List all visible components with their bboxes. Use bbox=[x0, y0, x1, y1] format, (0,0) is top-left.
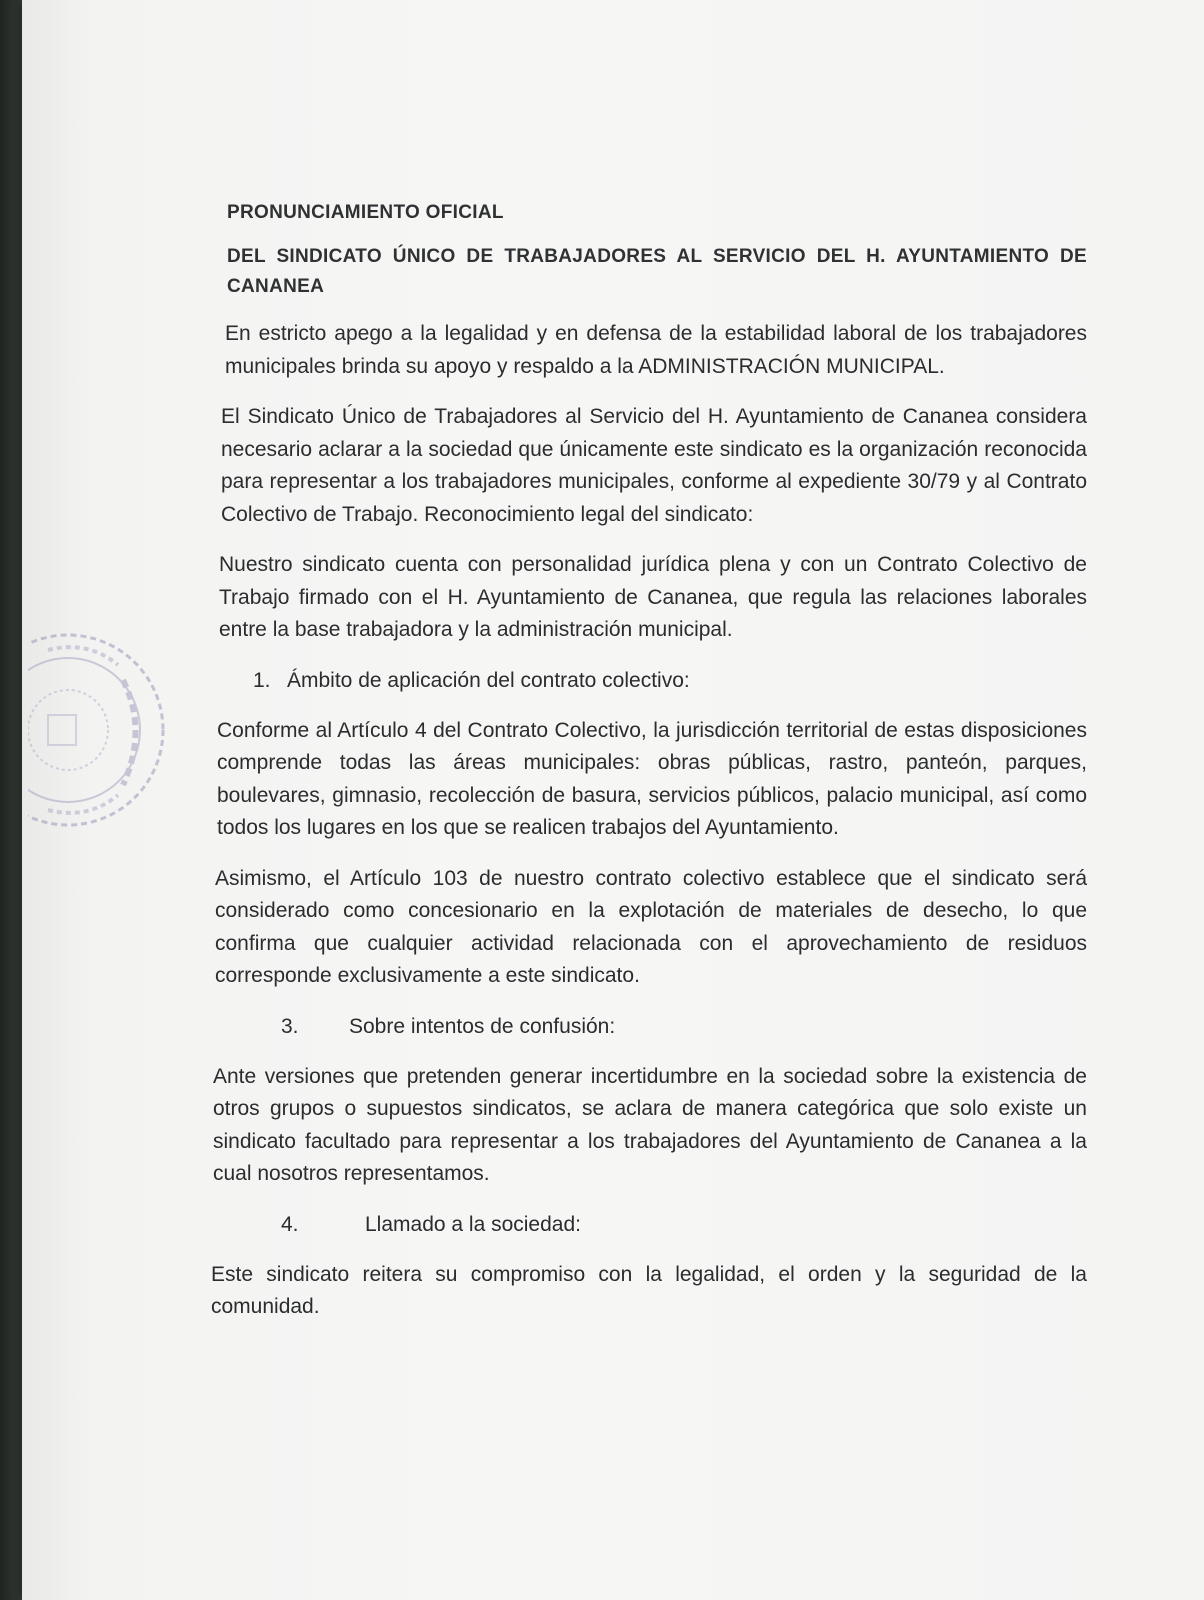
paragraph-versiones: Ante versiones que pretenden generar incertidumbre en la sociedad sobre la existencia de otros grupos o supuestos sindicatos, se aclara de manera categórica que solo existe un sindicato facultado para representar a los trabajadores del Ayuntamiento de Cananea a la cual nosotros representamos. bbox=[213, 1064, 1087, 1185]
document-body bbox=[207, 198, 1097, 1342]
list-number: 4. bbox=[281, 1212, 299, 1236]
paragraph-articulo-4: Conforme al Artículo 4 del Contrato Colectivo, la jurisdicción territorial de estas disposiciones comprende todas las áreas municipales: obras públicas, rastro, panteón, parques, boulevares, gimnasio, recolección de basura, servicios públicos, palacio municipal, así como todos los lugares en los que se realicen trabajos del Ayuntamiento. bbox=[217, 718, 1087, 839]
list-label: Sobre intentos de confusión: bbox=[349, 1014, 616, 1038]
list-label: Llamado a la sociedad: bbox=[365, 1212, 581, 1236]
list-item-llamado bbox=[281, 1209, 1097, 1241]
paragraph-personalidad: Nuestro sindicato cuenta con personalidad jurídica plena y con un Contrato Colectivo de Trabajo firmado con el H. Ayuntamiento de Cananea, que regula las relaciones laborales entre la base trabajadora y la administración municipal. bbox=[219, 553, 1087, 641]
paragraph-articulo-103: Asimismo, el Artículo 103 de nuestro contrato colectivo establece que el sindicato será considerado como concesionario en la explotación de materiales de desecho, lo que confirma que cualquier actividad relacionada con el aprovechamiento de residuos corresponde exclusivamente a este sindicato. bbox=[215, 866, 1087, 987]
document-title: PRONUNCIAMIENTO OFICIAL bbox=[227, 202, 504, 223]
list-label: Ámbito de aplicación del contrato colectivo: bbox=[287, 668, 690, 692]
list-item-confusion bbox=[281, 1011, 1097, 1043]
document-subtitle: DEL SINDICATO ÚNICO DE TRABAJADORES AL SERVICIO DEL H. AYUNTAMIENTO DE CANANEA bbox=[227, 246, 1087, 297]
seal-stamp-icon bbox=[28, 620, 178, 840]
paragraph-compromiso: Este sindicato reitera su compromiso con la legalidad, el orden y la seguridad de la comunidad. bbox=[211, 1262, 1087, 1318]
intro-paragraph: En estricto apego a la legalidad y en defensa de la estabilidad laboral de los trabajadores municipales brinda su apoyo y respaldo a la ADMINISTRACIÓN MUNICIPAL. bbox=[225, 322, 1087, 378]
list-number: 1. bbox=[253, 668, 271, 692]
document-page bbox=[22, 0, 1204, 1600]
paragraph-sindicato: El Sindicato Único de Trabajadores al Servicio del H. Ayuntamiento de Cananea considera necesario aclarar a la sociedad que únicamente este sindicato es la organización reconocida para representar a los trabajadores municipales, conforme al expediente 30/79 y al Contrato Colectivo de Trabajo. Reconocimiento legal del sindicato: bbox=[221, 405, 1087, 526]
list-number: 3. bbox=[281, 1014, 299, 1038]
list-item-ambito bbox=[253, 665, 1097, 697]
